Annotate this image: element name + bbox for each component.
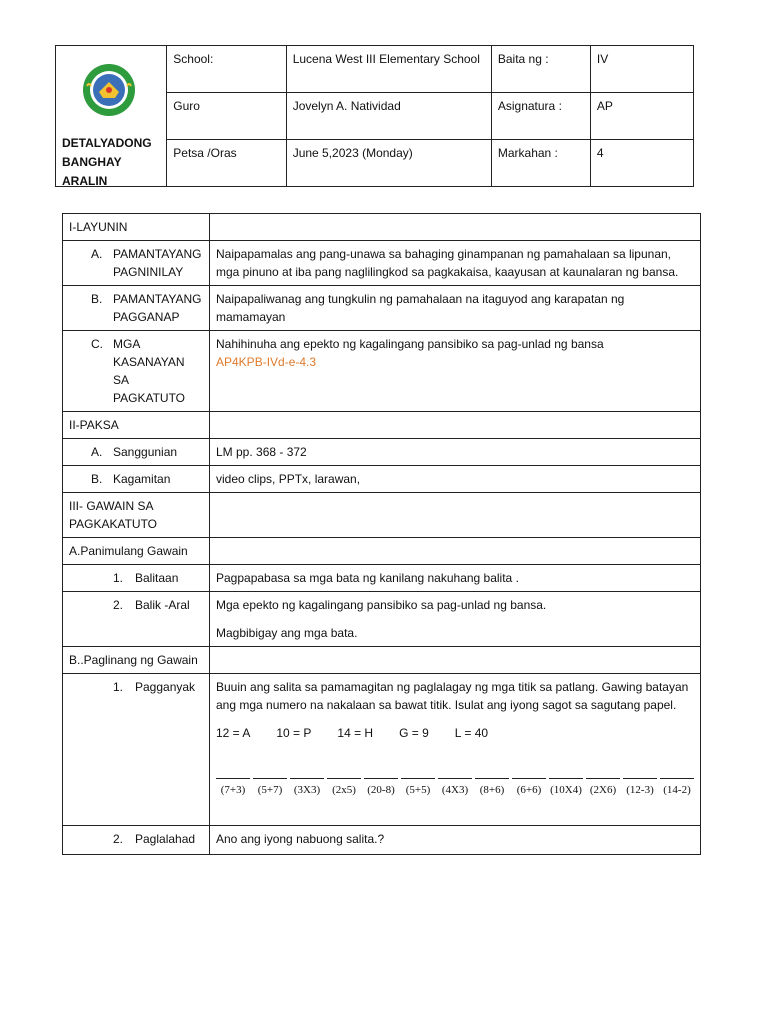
document-title: DETALYADONG BANGHAY ARALIN	[62, 136, 152, 188]
answer-blank[interactable]: (20-8)	[364, 778, 398, 799]
paglalahad-label: 2. Paglalahad	[113, 832, 196, 846]
competency-code: AP4KPB-IVd-e-4.3	[216, 355, 317, 369]
logo-cell	[56, 46, 167, 187]
pagganyak-label: 1. Pagganyak	[113, 680, 196, 694]
kagamitan-value: video clips, PPTx, larawan,	[210, 466, 701, 493]
lesson-plan-table	[62, 213, 701, 855]
section-paksa: II-PAKSA	[63, 412, 210, 439]
answer-blank[interactable]: (7+3)	[216, 778, 250, 799]
answer-blank[interactable]: (6+6)	[512, 778, 546, 799]
answer-blank[interactable]: (8+6)	[475, 778, 509, 799]
grade-label: Baita ng :	[491, 46, 590, 93]
pagganyak-value: Buuin ang salita sa pamamagitan ng paglalagay ng mga titik sa patlang. Gawing batayan ang mga numero na nakalaan sa bawat titik. Isulat ang iyong sagot sa sagutang papel. 12 = A 10 = P 14 = H G = 9 L = 40 (7+3) (5+7) (3X3) (2x5) (20-8) (5+5) (4X3) (8+6) (6+6) (10X4) (2X6) (12-3) (14-2)	[210, 674, 701, 826]
quarter-label: Markahan :	[491, 140, 590, 187]
section-layunin: I-LAYUNIN	[63, 214, 210, 241]
school-value: Lucena West III Elementary School	[286, 46, 491, 93]
balitaan-value: Pagpapabasa sa mga bata ng kanilang nakuhang balita .	[210, 565, 701, 592]
paglinang-gawain: B..Paglinang ng Gawain	[63, 647, 210, 674]
date-label: Petsa /Oras	[167, 140, 286, 187]
panimulang-gawain: A.Panimulang Gawain	[63, 538, 210, 565]
kasanayan-label: C. MGA KASANAYAN SA PAGKATUTO	[91, 337, 186, 405]
pamantayang-pagganap-value: Naipapaliwanag ang tungkulin ng pamahalaan na itaguyod ang karapatan ng mamamayan	[210, 286, 701, 331]
quarter-value: 4	[590, 140, 693, 187]
answer-blank[interactable]: (2X6)	[586, 778, 620, 799]
answer-blank[interactable]: (5+7)	[253, 778, 287, 799]
school-seal-icon	[81, 62, 137, 118]
sanggunian-label: A. Sanggunian	[91, 445, 178, 459]
pamantayang-pagninilay-value: Naipapamalas ang pang-unawa sa bahaging ginampanan ng pamahalaan sa lipunan, mga pinuno at iba pang naglilingkod sa pagkakaisa, kaayusan at kaunalaran ng bansa.	[210, 241, 701, 286]
answer-blank[interactable]: (12-3)	[623, 778, 657, 799]
teacher-value: Jovelyn A. Natividad	[286, 93, 491, 140]
grade-value: IV	[590, 46, 693, 93]
pamantayang-pagninilay-label: A. PAMANTAYANG PAGNINILAY	[91, 247, 202, 279]
answer-blank[interactable]: (14-2)	[660, 778, 694, 799]
school-label: School:	[167, 46, 286, 93]
answer-blank[interactable]: (3X3)	[290, 778, 324, 799]
subject-value: AP	[590, 93, 693, 140]
letter-code-row: 12 = A 10 = P 14 = H G = 9 L = 40	[216, 726, 489, 740]
answer-blank[interactable]: (4X3)	[438, 778, 472, 799]
kasanayan-value: Nahihinuha ang epekto ng kagalingang pansibiko sa pag-unlad ng bansa AP4KPB-IVd-e-4.3	[210, 331, 701, 412]
answer-blank[interactable]: (2x5)	[327, 778, 361, 799]
balitaan-label: 1. Balitaan	[113, 571, 179, 585]
pamantayang-pagganap-label: B. PAMANTAYANG PAGGANAP	[91, 292, 202, 324]
answer-blanks	[216, 778, 694, 799]
teacher-label: Guro	[167, 93, 286, 140]
answer-blank[interactable]: (10X4)	[549, 778, 583, 799]
date-value: June 5,2023 (Monday)	[286, 140, 491, 187]
section-gawain: III- GAWAIN SA PAGKAKATUTO	[63, 493, 210, 538]
header-table	[55, 45, 694, 187]
sanggunian-value: LM pp. 368 - 372	[210, 439, 701, 466]
kagamitan-label: B. Kagamitan	[91, 472, 171, 486]
balik-aral-label: 2. Balik -Aral	[113, 598, 190, 612]
subject-label: Asignatura :	[491, 93, 590, 140]
answer-blank[interactable]: (5+5)	[401, 778, 435, 799]
balik-aral-value: Mga epekto ng kagalingang pansibiko sa pag-unlad ng bansa. Magbibigay ang mga bata.	[210, 592, 701, 647]
paglalahad-value: Ano ang iyong nabuong salita.?	[210, 826, 701, 855]
